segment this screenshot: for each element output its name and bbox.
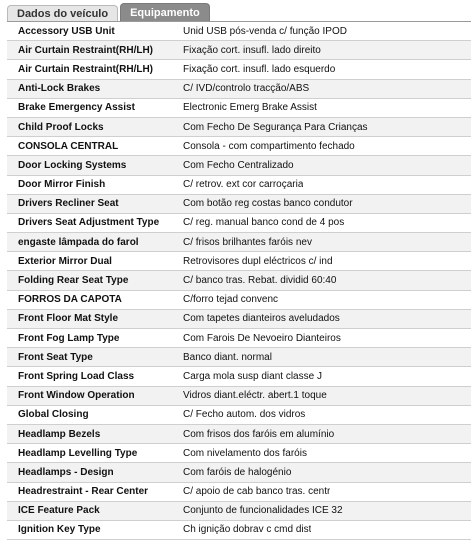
equipment-name: Drivers Seat Adjustment Type: [18, 217, 160, 229]
table-row: [7, 310, 471, 329]
equipment-value: Com nivelamento dos faróis: [183, 447, 307, 459]
table-row: [7, 118, 471, 137]
equipment-name: Folding Rear Seat Type: [18, 275, 129, 287]
table-row: [7, 348, 471, 367]
table-row: [7, 233, 471, 252]
tab-vehicle-data[interactable]: Dados do veículo: [7, 5, 118, 22]
equipment-value: Ch ignição dobrav c cmd dist: [183, 524, 312, 536]
equipment-name: Headlamp Levelling Type: [18, 447, 138, 459]
equipment-name: Accessory USB Unit: [18, 25, 115, 37]
equipment-name: Door Locking Systems: [18, 159, 127, 171]
equipment-value: C/ Fecho autom. dos vidros: [183, 409, 306, 421]
equipment-value: Fixação cort. insufl. lado esquerdo: [183, 63, 336, 75]
equipment-value: Com botão reg costas banco condutor: [183, 198, 353, 210]
equipment-name: Front Window Operation: [18, 390, 135, 402]
table-row: [7, 214, 471, 233]
table-row: [7, 41, 471, 60]
equipment-name: Air Curtain Restraint(RH/LH): [18, 63, 154, 75]
table-row: [7, 387, 471, 406]
equipment-table: [7, 22, 471, 540]
equipment-name: FORROS DA CAPOTA: [18, 294, 122, 306]
table-row: [7, 60, 471, 79]
equipment-name: Headlamps - Design: [18, 466, 114, 478]
equipment-value: C/ apoio de cab banco tras. centr: [183, 486, 331, 498]
table-row: [7, 22, 471, 41]
table-row: [7, 291, 471, 310]
table-row: [7, 367, 471, 386]
table-row: [7, 271, 471, 290]
equipment-value: Retrovisores dupl eléctricos c/ ind: [183, 255, 333, 267]
equipment-name: CONSOLA CENTRAL: [18, 140, 119, 152]
equipment-value: Banco diant. normal: [183, 351, 272, 363]
table-row: [7, 329, 471, 348]
equipment-name: Headlamp Bezels: [18, 428, 101, 440]
equipment-value: Com Fecho De Segurança Para Crianças: [183, 121, 368, 133]
tab-bar: [7, 3, 212, 22]
table-row: [7, 156, 471, 175]
table-row: [7, 195, 471, 214]
equipment-name: Headrestraint - Rear Center: [18, 486, 149, 498]
table-row: [7, 80, 471, 99]
equipment-value: Com Fecho Centralizado: [183, 159, 294, 171]
equipment-value: Fixação cort. insufl. lado direito: [183, 44, 321, 56]
equipment-name: Global Closing: [18, 409, 89, 421]
equipment-name: Front Fog Lamp Type: [18, 332, 120, 344]
equipment-name: Air Curtain Restraint(RH/LH): [18, 44, 154, 56]
equipment-value: Com faróis de halogénio: [183, 466, 292, 478]
table-row: [7, 137, 471, 156]
table-row: [7, 406, 471, 425]
equipment-value: C/ frisos brilhantes faróis nev: [183, 236, 312, 248]
equipment-value: Unid USB pós-venda c/ função IPOD: [183, 25, 347, 37]
equipment-name: Drivers Recliner Seat: [18, 198, 119, 210]
table-row: [7, 521, 471, 540]
equipment-value: Vidros diant.eléctr. abert.1 toque: [183, 390, 327, 402]
table-row: [7, 252, 471, 271]
equipment-name: Brake Emergency Assist: [18, 102, 135, 114]
equipment-name: Front Spring Load Class: [18, 370, 135, 382]
equipment-name: Door Mirror Finish: [18, 179, 106, 191]
equipment-value: Electronic Emerg Brake Assist: [183, 102, 317, 114]
table-row: [7, 99, 471, 118]
equipment-value: C/ retrov. ext cor carroçaria: [183, 179, 304, 191]
tab-equipment[interactable]: Equipamento: [120, 3, 210, 22]
equipment-name: Front Floor Mat Style: [18, 313, 118, 325]
equipment-name: Anti-Lock Brakes: [18, 83, 101, 95]
table-row: [7, 176, 471, 195]
equipment-name: Ignition Key Type: [18, 524, 101, 536]
equipment-value: Consola - com compartimento fechado: [183, 140, 355, 152]
table-row: [7, 444, 471, 463]
equipment-value: Com tapetes dianteiros aveludados: [183, 313, 340, 325]
equipment-name: ICE Feature Pack: [18, 505, 100, 517]
equipment-value: Com Farois De Nevoeiro Dianteiros: [183, 332, 341, 344]
equipment-value: Com frisos dos faróis em alumínio: [183, 428, 335, 440]
table-row: [7, 463, 471, 482]
equipment-name: Child Proof Locks: [18, 121, 104, 133]
table-row: [7, 502, 471, 521]
equipment-value: Conjunto de funcionalidades ICE 32: [183, 505, 343, 517]
equipment-value: Carga mola susp diant classe J: [183, 370, 322, 382]
equipment-value: C/ reg. manual banco cond de 4 pos: [183, 217, 345, 229]
equipment-name: engaste lâmpada do farol: [18, 236, 139, 248]
equipment-value: C/ IVD/controlo tracção/ABS: [183, 83, 310, 95]
table-row: [7, 425, 471, 444]
equipment-value: C/ banco tras. Rebat. dividid 60:40: [183, 275, 337, 287]
table-row: [7, 483, 471, 502]
equipment-name: Front Seat Type: [18, 351, 93, 363]
equipment-value: C/forro tejad convenc: [183, 294, 279, 306]
equipment-name: Exterior Mirror Dual: [18, 255, 112, 267]
